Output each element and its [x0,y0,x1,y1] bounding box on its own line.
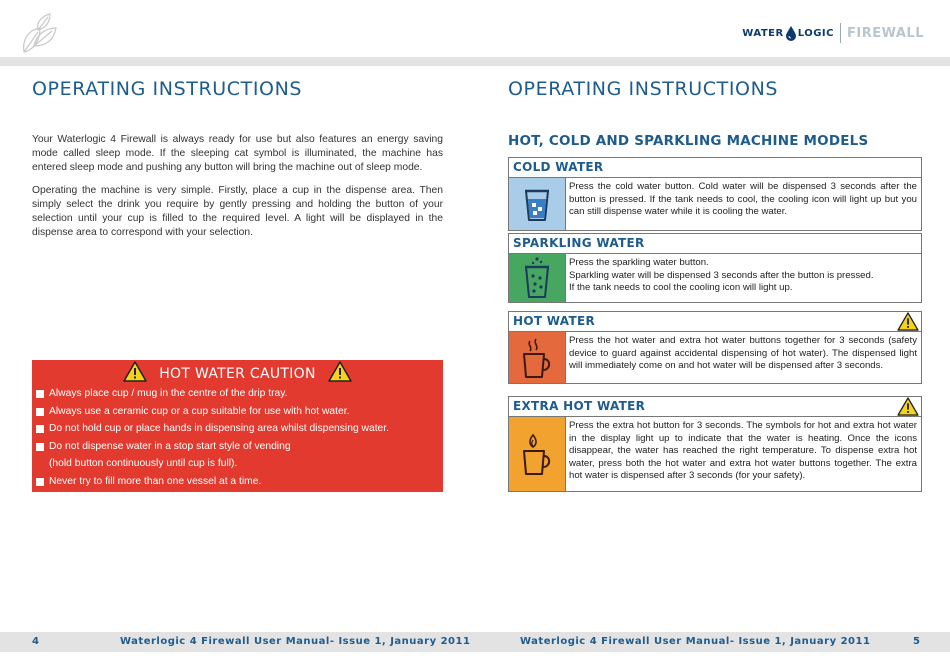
bullet-square-icon [36,478,44,486]
cold-cup-icon [509,178,566,230]
section-line: Sparkling water will be dispensed 3 seconds after the button is pressed. [569,269,874,281]
warning-triangle-icon [328,361,352,387]
section-body [508,331,922,384]
section-title [508,311,922,331]
bullet-square-icon [36,425,44,433]
section-body [508,177,922,231]
page-number-right: 5 [913,636,920,647]
sparkling-cup-icon [509,254,566,302]
bullet-square-icon [36,443,44,451]
extra-hot-water-section [508,396,922,492]
caution-item-text: Always place cup / mug in the centre of the drip tray. [49,388,288,399]
footer-title-right: Waterlogic 4 Firewall User Manual- Issue 1, January 2011 [520,636,871,647]
models-subheading: HOT, COLD AND SPARKLING MACHINE MODELS [508,133,869,149]
caution-item-text: Always use a ceramic cup or a cup suitable for use with hot water. [49,405,350,417]
footer-title-left: Waterlogic 4 Firewall User Manual- Issue 1, January 2011 [120,636,471,647]
caution-item-text: Do not dispense water in a stop start style of vending [49,440,291,452]
cold-water-section [508,157,922,231]
intro-paragraph: Your Waterlogic 4 Firewall is always ready for use but also features an energy saving mode called sleep mode. If the sleeping cat symbol is illuminated, the machine has entered sleep mode and pushing any button will bring the machine out of sleep mode. [32,134,443,173]
warning-triangle-icon [897,312,919,337]
section-text [566,254,921,302]
section-body [508,416,922,492]
page-title-right: OPERATING INSTRUCTIONS [508,78,779,100]
section-title: COLD WATER [508,157,922,177]
brand-water-text: WATER [742,27,784,39]
brand-logic-text: LOGIC [797,27,834,39]
caution-header [32,362,443,386]
sparkling-water-section [508,233,922,303]
caution-item-text: (hold button continuously until cup is full). [49,458,238,470]
waterlogic-logo [742,25,834,41]
header-band [0,57,950,66]
leaf-logo-icon [16,12,66,61]
warning-triangle-icon [123,361,147,387]
section-title: SPARKLING WATER [508,233,922,253]
section-text: Press the extra hot button for 3 seconds. The symbols for hot and extra hot water in the display light up to indicate that the water is heating. Once the icons disappear, the water has reached the right temperature. To dispense extra hot water, press both the hot water and extra hot water buttons together. The extra hot water is dispensed after 3 seconds (for your safety). [569,420,917,482]
caution-item-text: Never try to fill more than one vessel at a time. [49,475,262,487]
bullet-square-icon [36,390,44,398]
caution-item-continued [36,455,436,473]
caution-item [36,385,436,403]
brand-logo [742,22,924,44]
section-line: If the tank needs to cool the cooling icon will light up. [569,282,793,294]
section-text: Press the hot water and extra hot water buttons together for 3 seconds (safety device to guard against accidental dispensing of hot water). The dispensed light will immediately come on and hot water will be dispensed after 3 seconds. [569,335,917,372]
warning-triangle-icon [897,397,919,422]
firewall-logo: FIREWALL [847,25,924,41]
brand-divider [840,23,841,43]
hot-water-section [508,311,922,384]
section-title [508,396,922,416]
page-title-left: OPERATING INSTRUCTIONS [32,78,303,100]
caution-item [36,420,436,438]
section-line: Press the sparkling water button. [569,257,709,268]
extra-hot-mug-icon [509,417,566,491]
footer [0,632,950,652]
water-drop-icon [785,25,797,41]
caution-item-text: Do not hold cup or place hands in dispensing area whilst dispensing water. [49,423,390,435]
section-text: Press the cold water button. Cold water will be dispensed 3 seconds after the button is pressed. If the tank needs to cool, the cooling icon will light up but you can still dispense water while it is cooling the water. [569,181,917,218]
hot-mug-icon [509,332,566,383]
section-title-text: HOT WATER [513,314,595,328]
hot-water-caution-box [32,360,443,492]
bullet-square-icon [36,408,44,416]
caution-item [36,403,436,421]
caution-list [36,385,436,491]
section-title-text: EXTRA HOT WATER [513,399,646,413]
caution-title: HOT WATER CAUTION [159,366,316,382]
caution-item [36,473,436,491]
page-number-left: 4 [32,636,39,647]
operating-paragraph: Operating the machine is very simple. Firstly, place a cup in the dispense area. Then simply select the drink you require by gently pressing and holding the button of your selection until your cup is filled to the required level. A light will be displayed in the dispense area to correspond with your selection. [32,185,443,238]
caution-item [36,438,436,456]
section-body [508,253,922,303]
